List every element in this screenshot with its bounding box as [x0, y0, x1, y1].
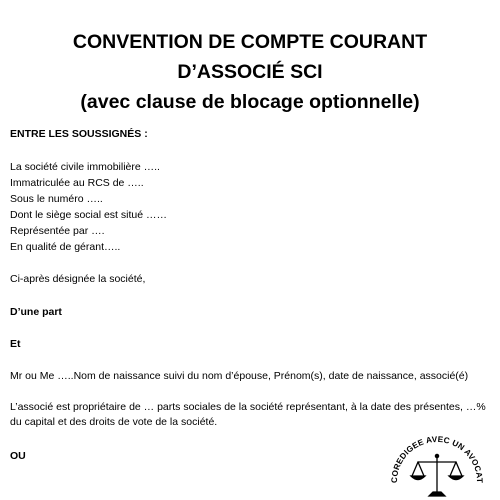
between-heading: ENTRE LES SOUSSIGNÉS :	[10, 128, 148, 140]
company-line: Représentée par ….	[10, 225, 105, 237]
document-title-line-2: D’ASSOCIÉ SCI	[177, 61, 323, 83]
company-line: Sous le numéro …..	[10, 193, 103, 205]
and-label: Et	[10, 338, 21, 350]
designation-line: Ci-après désignée la société,	[10, 273, 146, 285]
document-title-line-3: (avec clause de blocage optionnelle)	[80, 91, 420, 113]
company-line: En qualité de gérant…..	[10, 241, 121, 253]
company-line: La société civile immobilière …..	[10, 161, 160, 173]
scales-of-justice-icon	[411, 454, 463, 496]
or-label: OU	[10, 450, 26, 462]
seal-text: COREDIGEE AVEC UN AVOCAT	[389, 434, 485, 484]
ownership-paragraph: L’associé est propriétaire de … parts sociales de la société représentant, à la date des présentes, …% du capital et des droits de vote de la société.	[10, 401, 486, 428]
lawyer-seal	[380, 412, 494, 500]
associate-paragraph: Mr ou Me …..Nom de naissance suivi du nom d’épouse, Prénom(s), date de naissance, associé(é)	[10, 370, 469, 382]
one-part-label: D’une part	[10, 306, 62, 318]
company-line: Immatriculée au RCS de …..	[10, 177, 144, 189]
company-line: Dont le siège social est situé ……	[10, 209, 167, 221]
document-title-line-1: CONVENTION DE COMPTE COURANT	[72, 31, 428, 53]
